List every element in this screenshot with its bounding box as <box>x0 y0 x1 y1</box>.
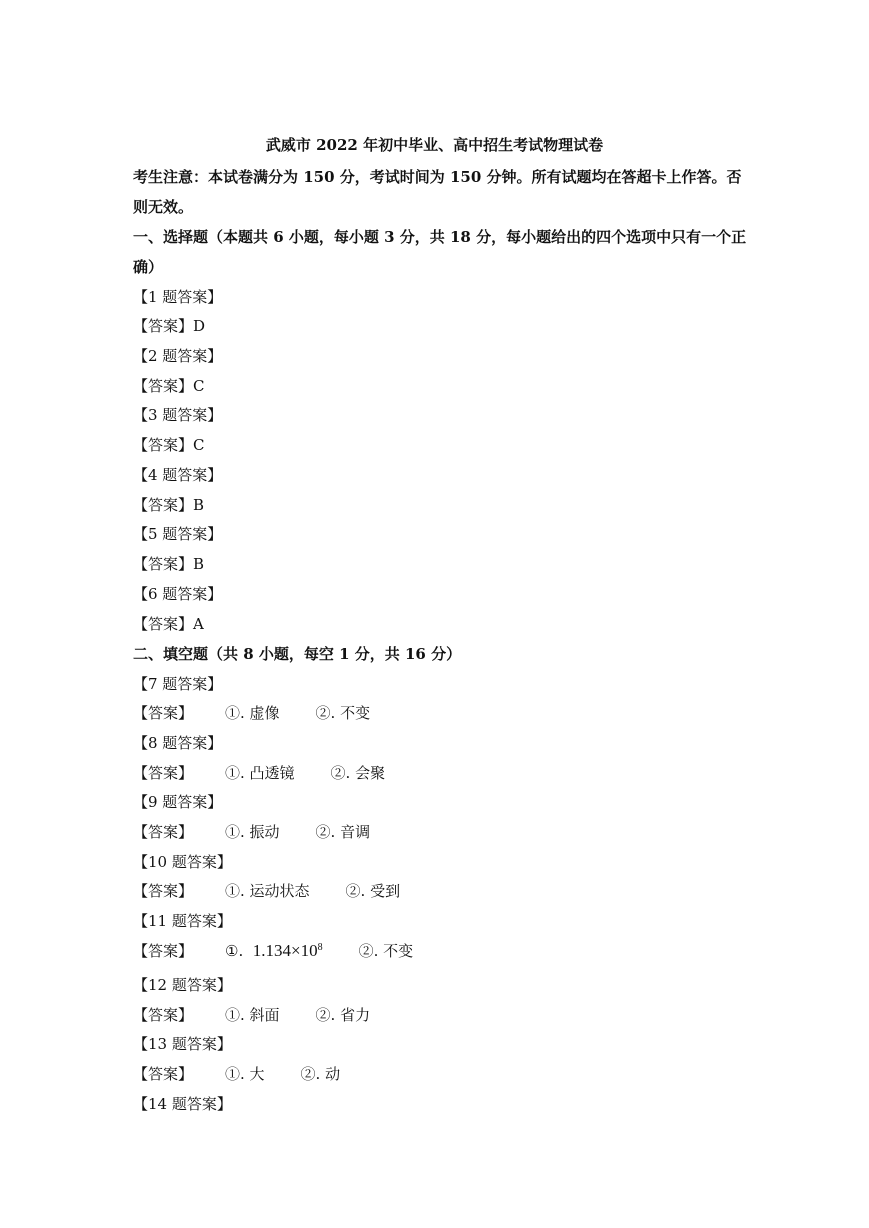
blank-2: ②. 受到 <box>345 882 401 900</box>
q9-answer <box>133 821 370 842</box>
blank-1: ①. 运动状态 <box>225 882 310 900</box>
answer-label: 【答案】 <box>133 882 194 900</box>
q4-header: 【4 题答案】 <box>133 466 223 484</box>
blank-1 <box>225 941 323 961</box>
q1-answer: 【答案】D <box>133 317 206 335</box>
blank-1: ①. 虚像 <box>225 704 280 722</box>
q2-header: 【2 题答案】 <box>133 347 223 365</box>
answer-label: 【答案】 <box>133 823 194 841</box>
q6-header: 【6 题答案】 <box>133 585 223 603</box>
q5-answer: 【答案】B <box>133 555 205 573</box>
q3-answer: 【答案】C <box>133 436 205 454</box>
blank-1: ①. 振动 <box>225 823 280 841</box>
q8-header: 【8 题答案】 <box>133 734 223 752</box>
section2-heading: 二、填空题（共 8 小题，每空 1 分，共 16 分） <box>133 645 462 663</box>
q6-answer: 【答案】A <box>133 615 204 633</box>
blank-2: ②. 不变 <box>358 942 414 960</box>
answer-label: 【答案】 <box>133 704 194 722</box>
q5-header: 【5 题答案】 <box>133 525 223 543</box>
sci-base: 1.134×10 <box>252 941 318 960</box>
answer-label: 【答案】 <box>133 1065 194 1083</box>
q7-answer <box>133 702 370 723</box>
q7-header: 【7 题答案】 <box>133 675 223 693</box>
q4-answer: 【答案】B <box>133 496 205 514</box>
answer-label: 【答案】 <box>133 1006 194 1024</box>
q13-header: 【13 题答案】 <box>133 1035 232 1053</box>
blank-2: ②. 音调 <box>315 823 371 841</box>
q1-header: 【1 题答案】 <box>133 288 223 306</box>
q9-header: 【9 题答案】 <box>133 793 223 811</box>
q2-answer: 【答案】C <box>133 377 205 395</box>
blank-2: ②. 不变 <box>315 704 371 722</box>
blank-1: ①. 大 <box>225 1065 265 1083</box>
scientific-value <box>253 941 323 960</box>
q11-header: 【11 题答案】 <box>133 912 232 930</box>
q8-answer <box>133 762 385 783</box>
q10-header: 【10 题答案】 <box>133 853 232 871</box>
notice-line-2: 则无效。 <box>133 198 194 216</box>
blank-2: ②. 动 <box>300 1065 341 1083</box>
section1-heading-line-2: 确） <box>133 258 164 276</box>
q14-header: 【14 题答案】 <box>133 1095 232 1113</box>
q10-answer <box>133 880 400 901</box>
answer-label: 【答案】 <box>133 764 194 782</box>
blank-2: ②. 会聚 <box>330 764 386 782</box>
section1-heading-line-1: 一、选择题（本题共 6 小题，每小题 3 分，共 18 分，每小题给出的四个选项中只有一个正 <box>133 228 747 246</box>
blank-2: ②. 省力 <box>315 1006 371 1024</box>
q11-answer <box>133 940 413 961</box>
notice-line-1: 考生注意：本试卷满分为 150 分，考试时间为 150 分钟。所有试题均在答超卡上作答。否 <box>133 168 742 186</box>
q12-header: 【12 题答案】 <box>133 976 232 994</box>
q12-answer <box>133 1004 370 1025</box>
blank-1: ①. 凸透镜 <box>225 764 295 782</box>
sci-exponent: 8 <box>317 942 323 953</box>
answer-label: 【答案】 <box>133 942 194 960</box>
blank-1-index: ①. <box>225 942 244 960</box>
page-title: 武威市 2022 年初中毕业、高中招生考试物理试卷 <box>265 136 604 154</box>
q3-header: 【3 题答案】 <box>133 406 223 424</box>
blank-1: ①. 斜面 <box>225 1006 280 1024</box>
q13-answer <box>133 1063 340 1084</box>
